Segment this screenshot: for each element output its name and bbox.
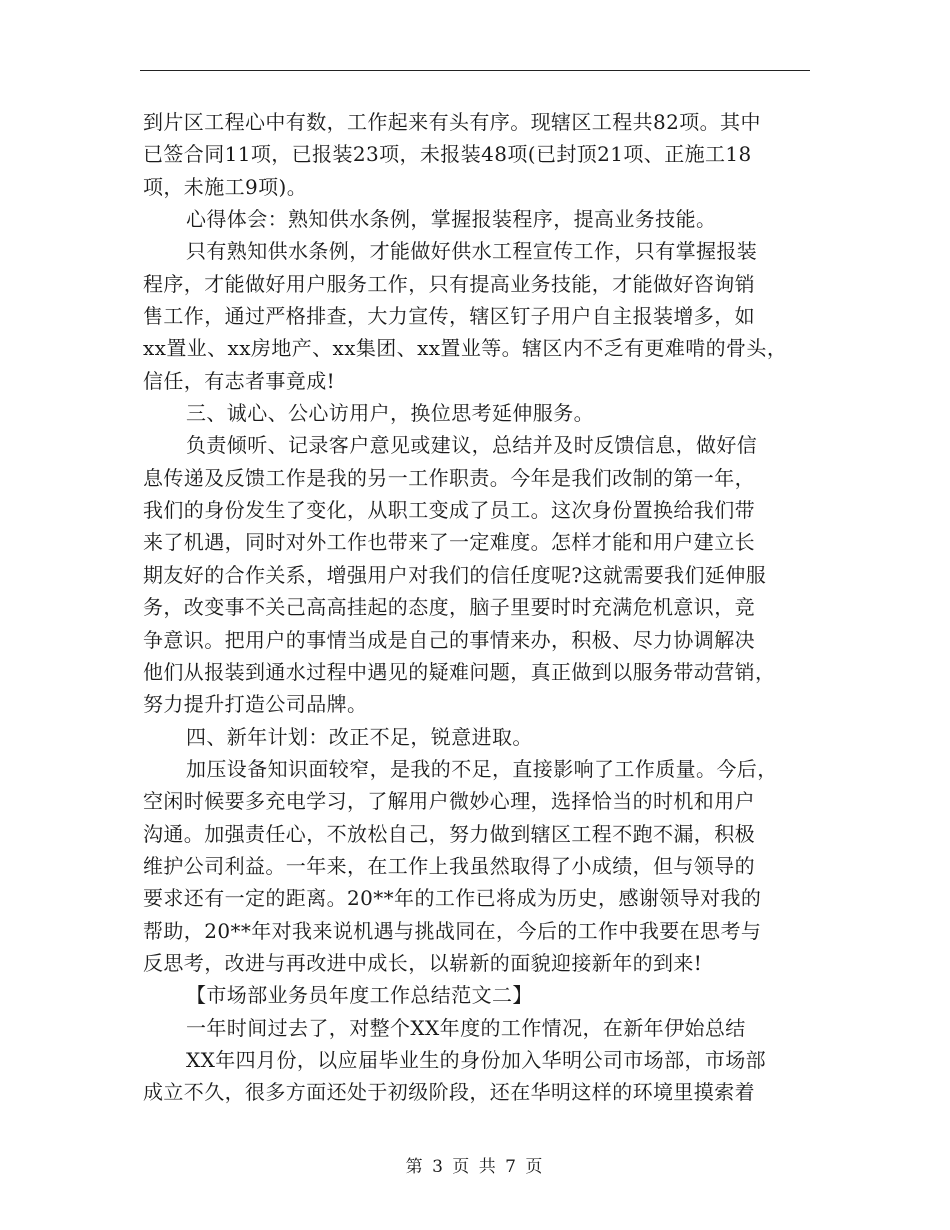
text-line: 只有熟知供水条例，才能做好供水工程宣传工作，只有掌握报装 [186, 239, 758, 264]
text-line: 一年时间过去了，对整个XX年度的工作情况，在新年伊始总结 [186, 1015, 746, 1040]
text-line: 负责倾听、记录客户意见或建议，总结并及时反馈信息，做好信 [186, 433, 758, 458]
text-line: 空闲时候要多充电学习，了解用户微妙心理，选择恰当的时机和用户 [143, 789, 755, 814]
text-line: 我们的身份发生了变化，从职工变成了员工。这次身份置换给我们带 [143, 498, 755, 523]
text-line: 成立不久，很多方面还处于初级阶段，还在华明这样的环境里摸索着 [143, 1080, 755, 1105]
document-body [143, 106, 823, 1109]
text-line: 项，未施工9项)。 [143, 174, 308, 199]
text-line: 售工作，通过严格排查，大力宣传，辖区钉子用户自主报装增多，如 [143, 304, 755, 329]
text-line: XX年四月份，以应届毕业生的身份加入华明公司市场部，市场部 [186, 1047, 767, 1072]
text-line: 四、新年计划：改正不足，锐意进取。 [186, 724, 533, 749]
text-line: 他们从报装到通水过程中遇见的疑难问题，真正做到以服务带动营销， [143, 659, 776, 684]
text-line: xx置业、xx房地产、xx集团、xx置业等。辖区内不乏有更难啃的骨头， [143, 336, 788, 361]
text-line: 信任，有志者事竟成! [143, 368, 336, 393]
text-line: 息传递及反馈工作是我的另一工作职责。今年是我们改制的第一年， [143, 465, 755, 490]
text-line: 要求还有一定的距离。20**年的工作已将成为历史，感谢领导对我的 [143, 886, 762, 911]
text-line: 维护公司利益。一年来，在工作上我虽然取得了小成绩，但与领导的 [143, 853, 755, 878]
text-line: 【市场部业务员年度工作总结范文二】 [186, 983, 533, 1008]
text-line: 期友好的合作关系，增强用户对我们的信任度呢?这就需要我们延伸服 [143, 562, 767, 587]
text-line: 心得体会：熟知供水条例，掌握报装程序，提高业务技能。 [186, 207, 717, 232]
text-line: 帮助，20**年对我来说机遇与挑战同在，今后的工作中我要在思考与 [143, 918, 762, 943]
text-line: 争意识。把用户的事情当成是自己的事情来办，积极、尽力协调解决 [143, 627, 755, 652]
text-line: 三、诚心、公心访用户，换位思考延伸服务。 [186, 401, 594, 426]
text-line: 来了机遇，同时对外工作也带来了一定难度。怎样才能和用户建立长 [143, 530, 755, 555]
header-rule [140, 70, 810, 71]
text-line: 务，改变事不关己高高挂起的态度，脑子里要时时充满危机意识，竞 [143, 595, 755, 620]
text-line: 努力提升打造公司品牌。 [143, 692, 368, 717]
text-line: 加压设备知识面较窄，是我的不足，直接影响了工作质量。今后， [186, 756, 778, 781]
text-line: 反思考，改进与再改进中成长，以崭新的面貌迎接新年的到来! [143, 950, 703, 975]
text-line: 已签合同11项，已报装23项，未报装48项(已封顶21项、正施工18 [143, 142, 752, 167]
text-line: 程序，才能做好用户服务工作，只有提高业务技能，才能做好咨询销 [143, 271, 755, 296]
text-line: 到片区工程心中有数，工作起来有头有序。现辖区工程共82项。其中 [143, 110, 761, 134]
text-line: 沟通。加强责任心，不放松自己，努力做到辖区工程不跑不漏，积极 [143, 821, 755, 846]
page-footer: 第 3 页 共 7 页 [405, 1157, 545, 1177]
